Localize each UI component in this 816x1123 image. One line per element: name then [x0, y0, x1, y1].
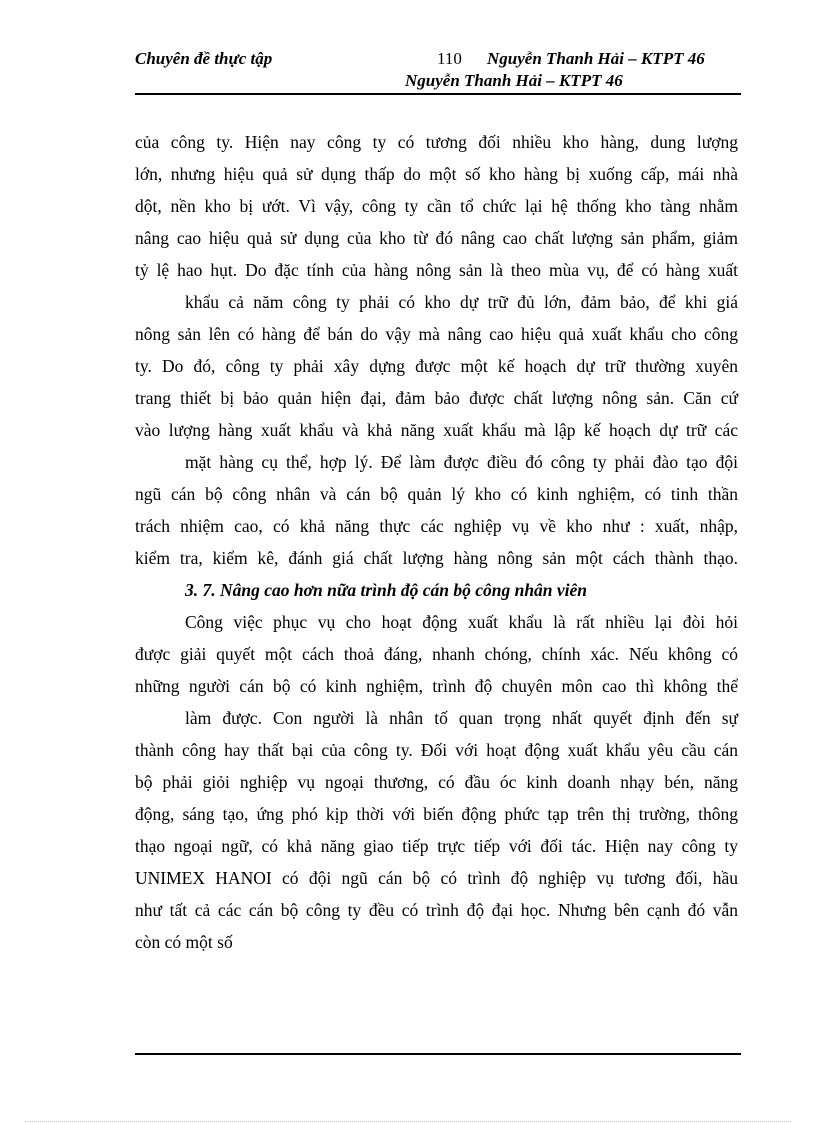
author-label-duplicate: Nguyễn Thanh Hải – KTPT 46 [405, 71, 623, 90]
text-line: thạo ngoại ngữ, có khả năng giao tiếp trực tiếp với đối tác. Hiện nay công ty [135, 836, 738, 856]
text-line: tỷ lệ hao hụt. Do đặc tính của hàng nông sản là theo mùa vụ, để có hàng xuất [135, 260, 738, 280]
footer-rule [135, 1053, 741, 1055]
text-line: UNIMEX HANOI có đội ngũ cán bộ có trình độ nghiệp vụ tương đối, hầu [135, 868, 738, 888]
text-line: mặt hàng cụ thể, hợp lý. Để làm được điều đó công ty phải đào tạo đội [185, 452, 738, 472]
header-rule [135, 93, 741, 95]
text-line: nông sản lên có hàng để bán do vậy mà nâng cao hiệu quả xuất khẩu cho công [135, 324, 738, 344]
text-line: còn có một số [135, 932, 233, 952]
document-type-label: Chuyên đề thực tập [135, 49, 273, 68]
text-line: ty. Do đó, công ty phải xây dựng được một kế hoạch dự trữ thường xuyên [135, 356, 738, 376]
text-line: thành công hay thất bại của công ty. Đối với hoạt động xuất khẩu yêu cầu cán [135, 740, 738, 760]
text-line: khẩu cả năm công ty phải có kho dự trữ đủ lớn, đảm bảo, để khi giá [185, 292, 738, 312]
text-line: ngũ cán bộ công nhân và cán bộ quản lý kho có kinh nghiệm, có tinh thần [135, 484, 738, 504]
text-line: kiểm tra, kiểm kê, đánh giá chất lượng hàng nông sản một cách thành thạo. [135, 548, 738, 568]
text-line: như tất cả các cán bộ công ty đều có trình độ đại học. Nhưng bên cạnh đó vẫn [135, 900, 738, 920]
text-line: Công việc phục vụ cho hoạt động xuất khẩu là rất nhiều lại đòi hỏi [185, 612, 738, 632]
text-line: trang thiết bị bảo quản hiện đại, đảm bảo được chất lượng nông sản. Căn cứ [135, 388, 738, 408]
text-line: trách nhiệm cao, có khả năng thực các nghiệp vụ về kho như : xuất, nhập, [135, 516, 738, 536]
page-number: 110 [437, 49, 462, 68]
section-heading: 3. 7. Nâng cao hơn nữa trình độ cán bộ công nhân viên [185, 580, 588, 600]
text-line: vào lượng hàng xuất khẩu và khả năng xuất khẩu mà lập kế hoạch dự trữ các [135, 420, 738, 440]
text-line: làm được. Con người là nhân tố quan trọng nhất quyết định đến sự [185, 708, 738, 728]
text-line: bộ phải giỏi nghiệp vụ ngoại thương, có đầu óc kinh doanh nhạy bén, năng [135, 772, 738, 792]
author-label: Nguyễn Thanh Hải – KTPT 46 [487, 49, 705, 68]
text-line: của công ty. Hiện nay công ty có tương đối nhiều kho hàng, dung lượng [135, 132, 738, 152]
text-line: động, sáng tạo, ứng phó kịp thời với biến động phức tạp trên thị trường, thông [135, 804, 738, 824]
text-line: lớn, nhưng hiệu quả sử dụng thấp do một số kho hàng bị xuống cấp, mái nhà [135, 164, 738, 184]
text-line: những người cán bộ có kinh nghiệm, trình độ chuyên môn cao thì không thể [135, 676, 738, 696]
text-line: nâng cao hiệu quả sử dụng của kho từ đó nâng cao chất lượng sản phẩm, giảm [135, 228, 738, 248]
page-edge-divider [25, 1121, 791, 1122]
text-line: dột, nền kho bị ướt. Vì vậy, công ty cần tổ chức lại hệ thống kho tàng nhằm [135, 196, 738, 216]
text-line: được giải quyết một cách thoả đáng, nhanh chóng, chính xác. Nếu không có [135, 644, 738, 664]
